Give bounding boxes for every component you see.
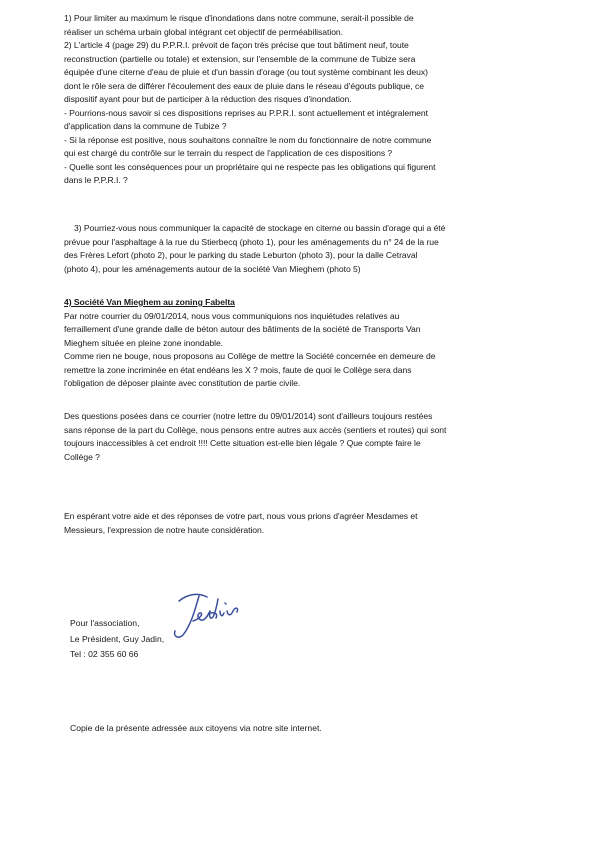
text-line: 1) Pour limiter au maximum le risque d'inondations dans notre commune, serait-il possible de [64,13,414,23]
text-line: Par notre courrier du 09/01/2014, nous vous communiquions nos inquiétudes relatives au [64,310,400,321]
text-line: qui est chargé du contrôle sur le terrain du respect de l'application de ces dispositions ? [64,148,393,158]
text-line: dont le rôle sera de différer l'écoulement des eaux de pluie dans le réseau d'égouts publique, ce [64,80,424,91]
text-line: Comme rien ne bouge, nous proposons au Collège de mettre la Société concernée en demeure de [64,351,436,361]
text-line: (photo 4), pour les aménagements autour de la société Van Mieghem (photo 5) [64,263,361,274]
point-3-block [64,222,534,276]
text-line: - Pourrions-nous savoir si ces dispositions reprises au P.P.R.I. sont actuellement et intégralement [64,107,428,118]
text-line: d'application dans la commune de Tubize ? [64,121,227,131]
text-line: réaliser un schéma urbain global intégrant cet objectif de perméabilisation. [64,26,344,37]
text-line: des Frères Lefort (photo 2), pour le parking du stade Leburton (photo 3), pour la dalle Cetraval [64,250,418,260]
points-1-2-block [64,12,534,188]
text-line: Mieghem située en pleine zone inondable. [64,337,224,348]
copy-notice: Copie de la présente adressée aux citoyens via notre site internet. [70,723,322,733]
text-line: équipée d'une citerne d'eau de pluie et d'un bassin d'orage (ou tout système combinant les deux) [64,67,428,77]
text-line: Des questions posées dans ce courrier (notre lettre du 09/01/2014) sont d'ailleurs toujours restées [64,411,433,421]
section-4-block [64,296,534,391]
signature-block [70,616,164,663]
text-line: sans réponse de la part du Collège, nous pensons entre autres aux accès (sentiers et routes) qui sont [64,424,447,435]
text-line: reconstruction (partielle ou totale) et extension, sur l'ensemble de la commune de Tubize sera [64,53,416,64]
text-line: dans le P.P.R.I. ? [64,175,128,185]
text-line: ferraillement d'une grande dalle de béton autour des bâtiments de la société de Transports Van [64,324,421,334]
text-line: En espérant votre aide et des réponses de votre part, nous vous prions d'agréer Mesdames et [64,511,418,521]
text-line: dispositif ayant pour but de participer à la réduction des risques d'inondation. [64,94,352,104]
text-line: Collège ? [64,451,100,462]
text-line: toujours inaccessibles à cet endroit !!!! Cette situation est-elle bien légale ? Que compte faire le [64,438,421,448]
signature-line: Le Président, Guy Jadin, [70,633,165,644]
handwritten-signature [165,585,245,645]
closing-block [64,510,534,537]
section-heading: 4) Société Van Mieghem au zoning Fabelta [64,297,235,307]
text-line: l'obligation de déposer plainte avec constitution de partie civile. [64,378,301,388]
text-line: prévue pour l'asphaltage à la rue du Stierbecq (photo 1), pour les aménagements du n° 24 de la rue [64,236,439,247]
text-line: 2) L'article 4 (page 29) du P.P.R.I. prévoit de façon très précise que tout bâtiment neuf, toute [64,40,409,50]
phone-number: Tel : 02 355 60 66 [70,649,139,659]
section-4-paragraph-2 [64,410,534,464]
text-line: 3) Pourriez-vous nous communiquer la capacité de stockage en citerne ou bassin d'orage qui a été [74,223,446,233]
text-line: Messieurs, l'expression de notre haute considération. [64,524,265,535]
text-line: remettre la zone incriminée en état endéans les X ? mois, faute de quoi le Collège sera dans [64,364,412,375]
text-line: - Si la réponse est positive, nous souhaitons connaître le nom du fonctionnaire de notre commune [64,134,432,145]
text-line: - Quelle sont les conséquences pour un propriétaire qui ne respecte pas les obligations qui figurent [64,161,436,172]
signature-line: Pour l'association, [70,618,140,628]
